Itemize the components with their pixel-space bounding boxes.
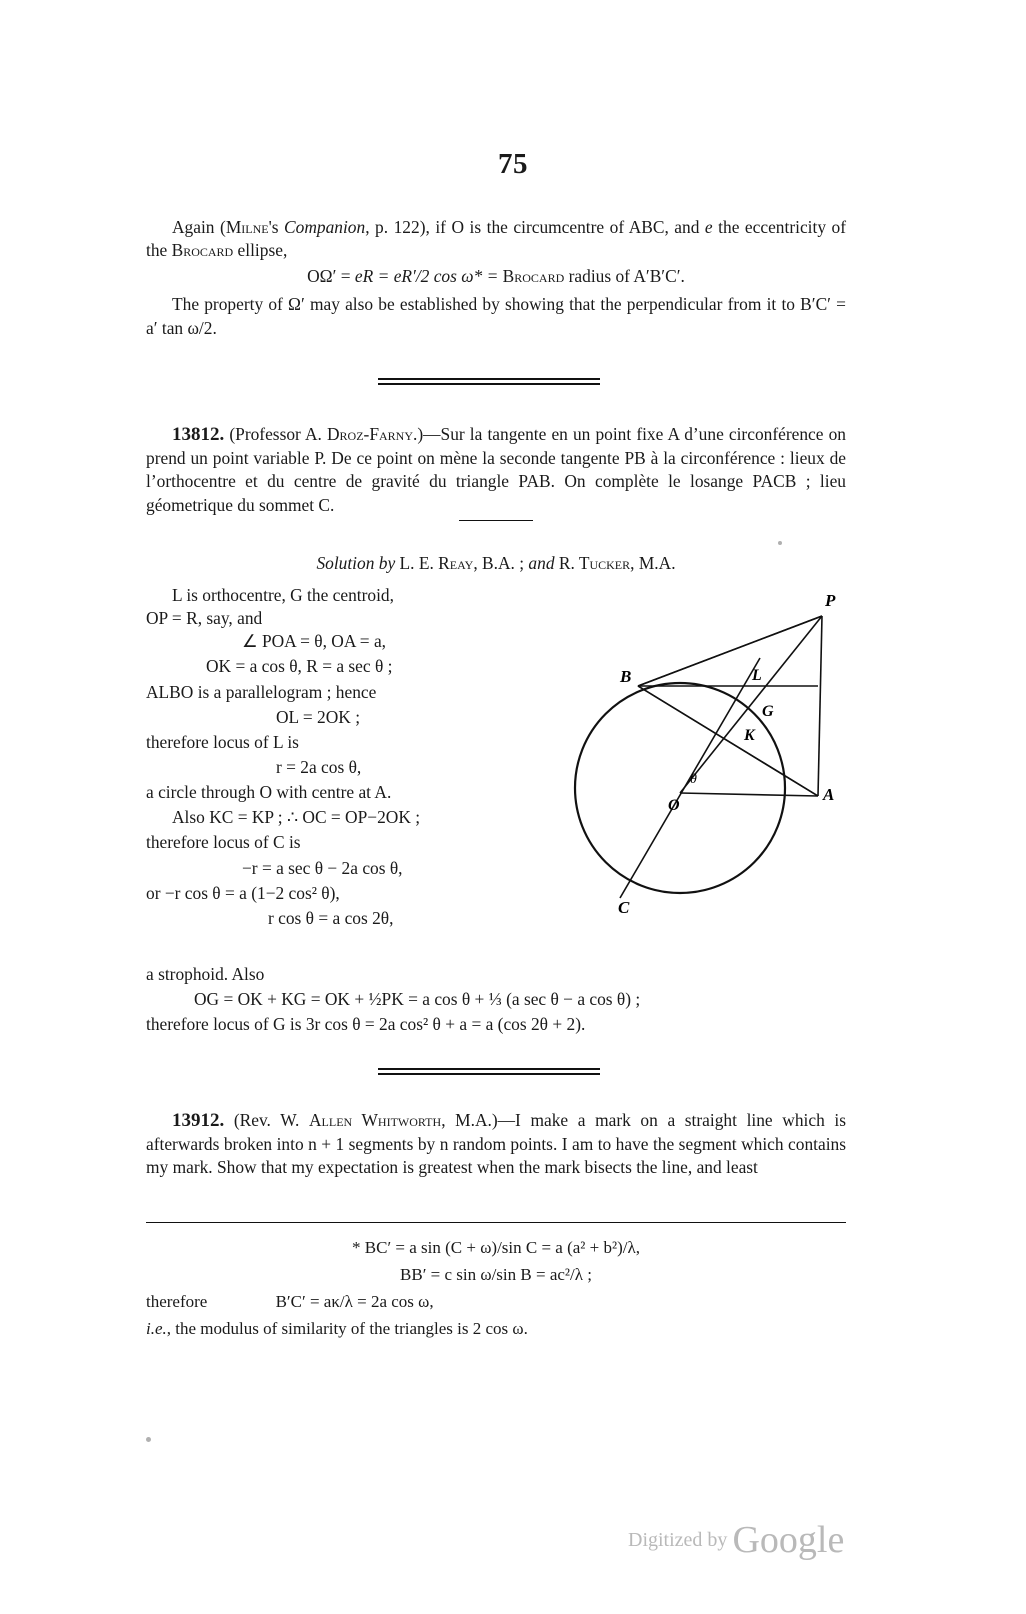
text-fragment: (Rev. W. [224,1110,309,1130]
problem-body: , M.A.)—I make a mark on a straight line which is afterwards broken into n + 1 segments by n random points. I am to have the segment which contains my mark. Show that my expectation is greatest when the mark bisects the line, and least [146,1110,846,1178]
section-divider-1 [378,378,600,385]
problem-number: 13812. [172,424,225,445]
solution-line: OP = R, say, and [146,608,263,629]
text-fragment: , p. 122), if O is the circumcentre of ABC, and [365,217,705,237]
solution-line: Also KC = KP ; ∴ OC = OP−2OK ; [172,807,421,828]
solution-line: a strophoid. Also [146,964,265,984]
author-name: Droz-Farny [326,424,414,444]
author-name: Allen Whitworth [308,1110,442,1130]
solution-line: r cos θ = a cos 2θ, [268,907,394,928]
footnote-line-1: * BC′ = a sin (C + ω)/sin C = a (a² + b²)/λ, [352,1238,640,1257]
footnote-text: , the modulus of similarity of the triangles is 2 cos ω. [166,1319,528,1339]
circle-shape [575,683,785,893]
label-C: C [618,898,630,917]
brocard-name: Brocard [171,240,234,261]
and-word: and [528,553,555,573]
solution-line: therefore locus of C is [146,832,301,853]
label-theta: θ [690,772,697,787]
text-fragment: , M.A. [630,553,676,573]
text-fragment: (Professor A. [224,424,327,444]
footnote-line-3 [146,1290,846,1313]
text-fragment: , B.A. ; [473,553,529,573]
scan-speck [778,541,782,545]
solution-line: OG = OK + KG = OK + ½PK = a cos θ + ⅓ (a sec θ − a cos θ) ; [194,989,641,1010]
solution-line: a circle through O with centre at A. [146,782,392,803]
milne-name: Milne [225,217,269,237]
section-divider-2 [378,1068,600,1075]
footnote-line-2: BB′ = c sin ω/sin B = ac²/λ ; [400,1265,592,1285]
footnote-equation: B′C′ = aκ/λ = 2a cos ω, [275,1292,434,1312]
solution-13812-tail [146,963,846,1036]
text-fragment: R. T [554,553,590,573]
variable-e: e [704,217,713,237]
solution-line: L is orthocentre, G the centroid, [172,585,394,605]
solution-by-label: Solution by [316,553,396,573]
equation-part: eR = eR′/2 cos ω* = [354,266,503,287]
line-B-A-2 [638,686,818,796]
companion-title: Companion [284,217,366,237]
footnote-separator [146,1222,846,1223]
top-section [146,216,846,340]
problem-body: .)—Sur la tangente en un point fixe A d’une circonférence on prend un point variable P. De ce point on mène la seconde tangente PB à la circonférence : lieux de l’orthocentre et du centre de gravité du triangle PAB. On complète le losange PACB ; lieu géometrique du sommet C. [146,424,846,515]
solution-line: OK = a cos θ, R = a sec θ ; [206,656,393,677]
brocard-name: Brocard [502,266,565,287]
solver-name-2: ucker [589,553,631,573]
line-PA [818,616,822,796]
solution-line: OL = 2OK ; [276,706,361,727]
line-O-A [680,793,818,796]
footnote-line-4 [146,1317,846,1340]
solution-line: −r = a sec θ − 2a cos θ, [242,857,403,878]
ie-abbrev: i.e. [146,1319,167,1339]
top-paragraph-1 [146,216,846,262]
text-fragment: ellipse, [233,240,288,261]
geometry-figure [560,588,860,938]
text-fragment: 's [268,217,285,237]
therefore-label: therefore [146,1292,208,1312]
footnote-block [146,1236,846,1340]
label-B: B [620,667,632,686]
solution-line: ALBO is a parallelogram ; hence [146,681,377,702]
problem-13812-text [146,422,846,521]
digitized-watermark [628,1512,845,1561]
figure-svg [560,588,860,938]
label-P: P [825,591,836,610]
top-paragraph-2: The property of Ω′ may also be established by showing that the perpendicular from it to B′C′ = a′ tan ω/2. [146,294,846,338]
solver-name-1: eay [449,553,474,573]
text-fragment: Again ( [172,217,226,237]
solution-line: therefore locus of G is 3r cos θ = 2a cos² θ + a = a (cos 2θ + 2). [146,1014,586,1035]
solution-line: therefore locus of L is [146,731,299,752]
problem-13912-text [146,1108,846,1180]
label-A: A [823,785,835,804]
problem-13912-statement [146,1108,846,1180]
watermark-prefix: Digitized by [628,1529,733,1551]
solution-line: ∠ POA = θ, OA = a, [242,631,387,652]
solution-line: or −r cos θ = a (1−2 cos² θ), [146,882,340,903]
problem-number: 13912. [172,1110,225,1131]
top-equation [146,265,846,288]
text-fragment: L. E. R [399,553,450,573]
page-number: 75 [498,148,528,180]
solution-line: r = 2a cos θ, [276,756,362,777]
label-L: L [752,667,762,684]
hairline-divider [459,519,533,521]
equation-part: OΩ′ = [307,266,355,287]
scan-speck [146,1437,151,1442]
solution-byline [146,552,846,575]
solution-byline-text [146,552,846,575]
problem-13812-statement [146,422,846,521]
watermark-brand: Google [732,1519,845,1561]
label-K: K [744,727,755,744]
label-O: O [668,797,680,814]
solution-13812-body [146,584,546,930]
equation-part: radius of A′B′C′. [564,266,685,287]
label-G: G [762,703,774,720]
text-fragment: the eccentricity of the [146,217,847,261]
